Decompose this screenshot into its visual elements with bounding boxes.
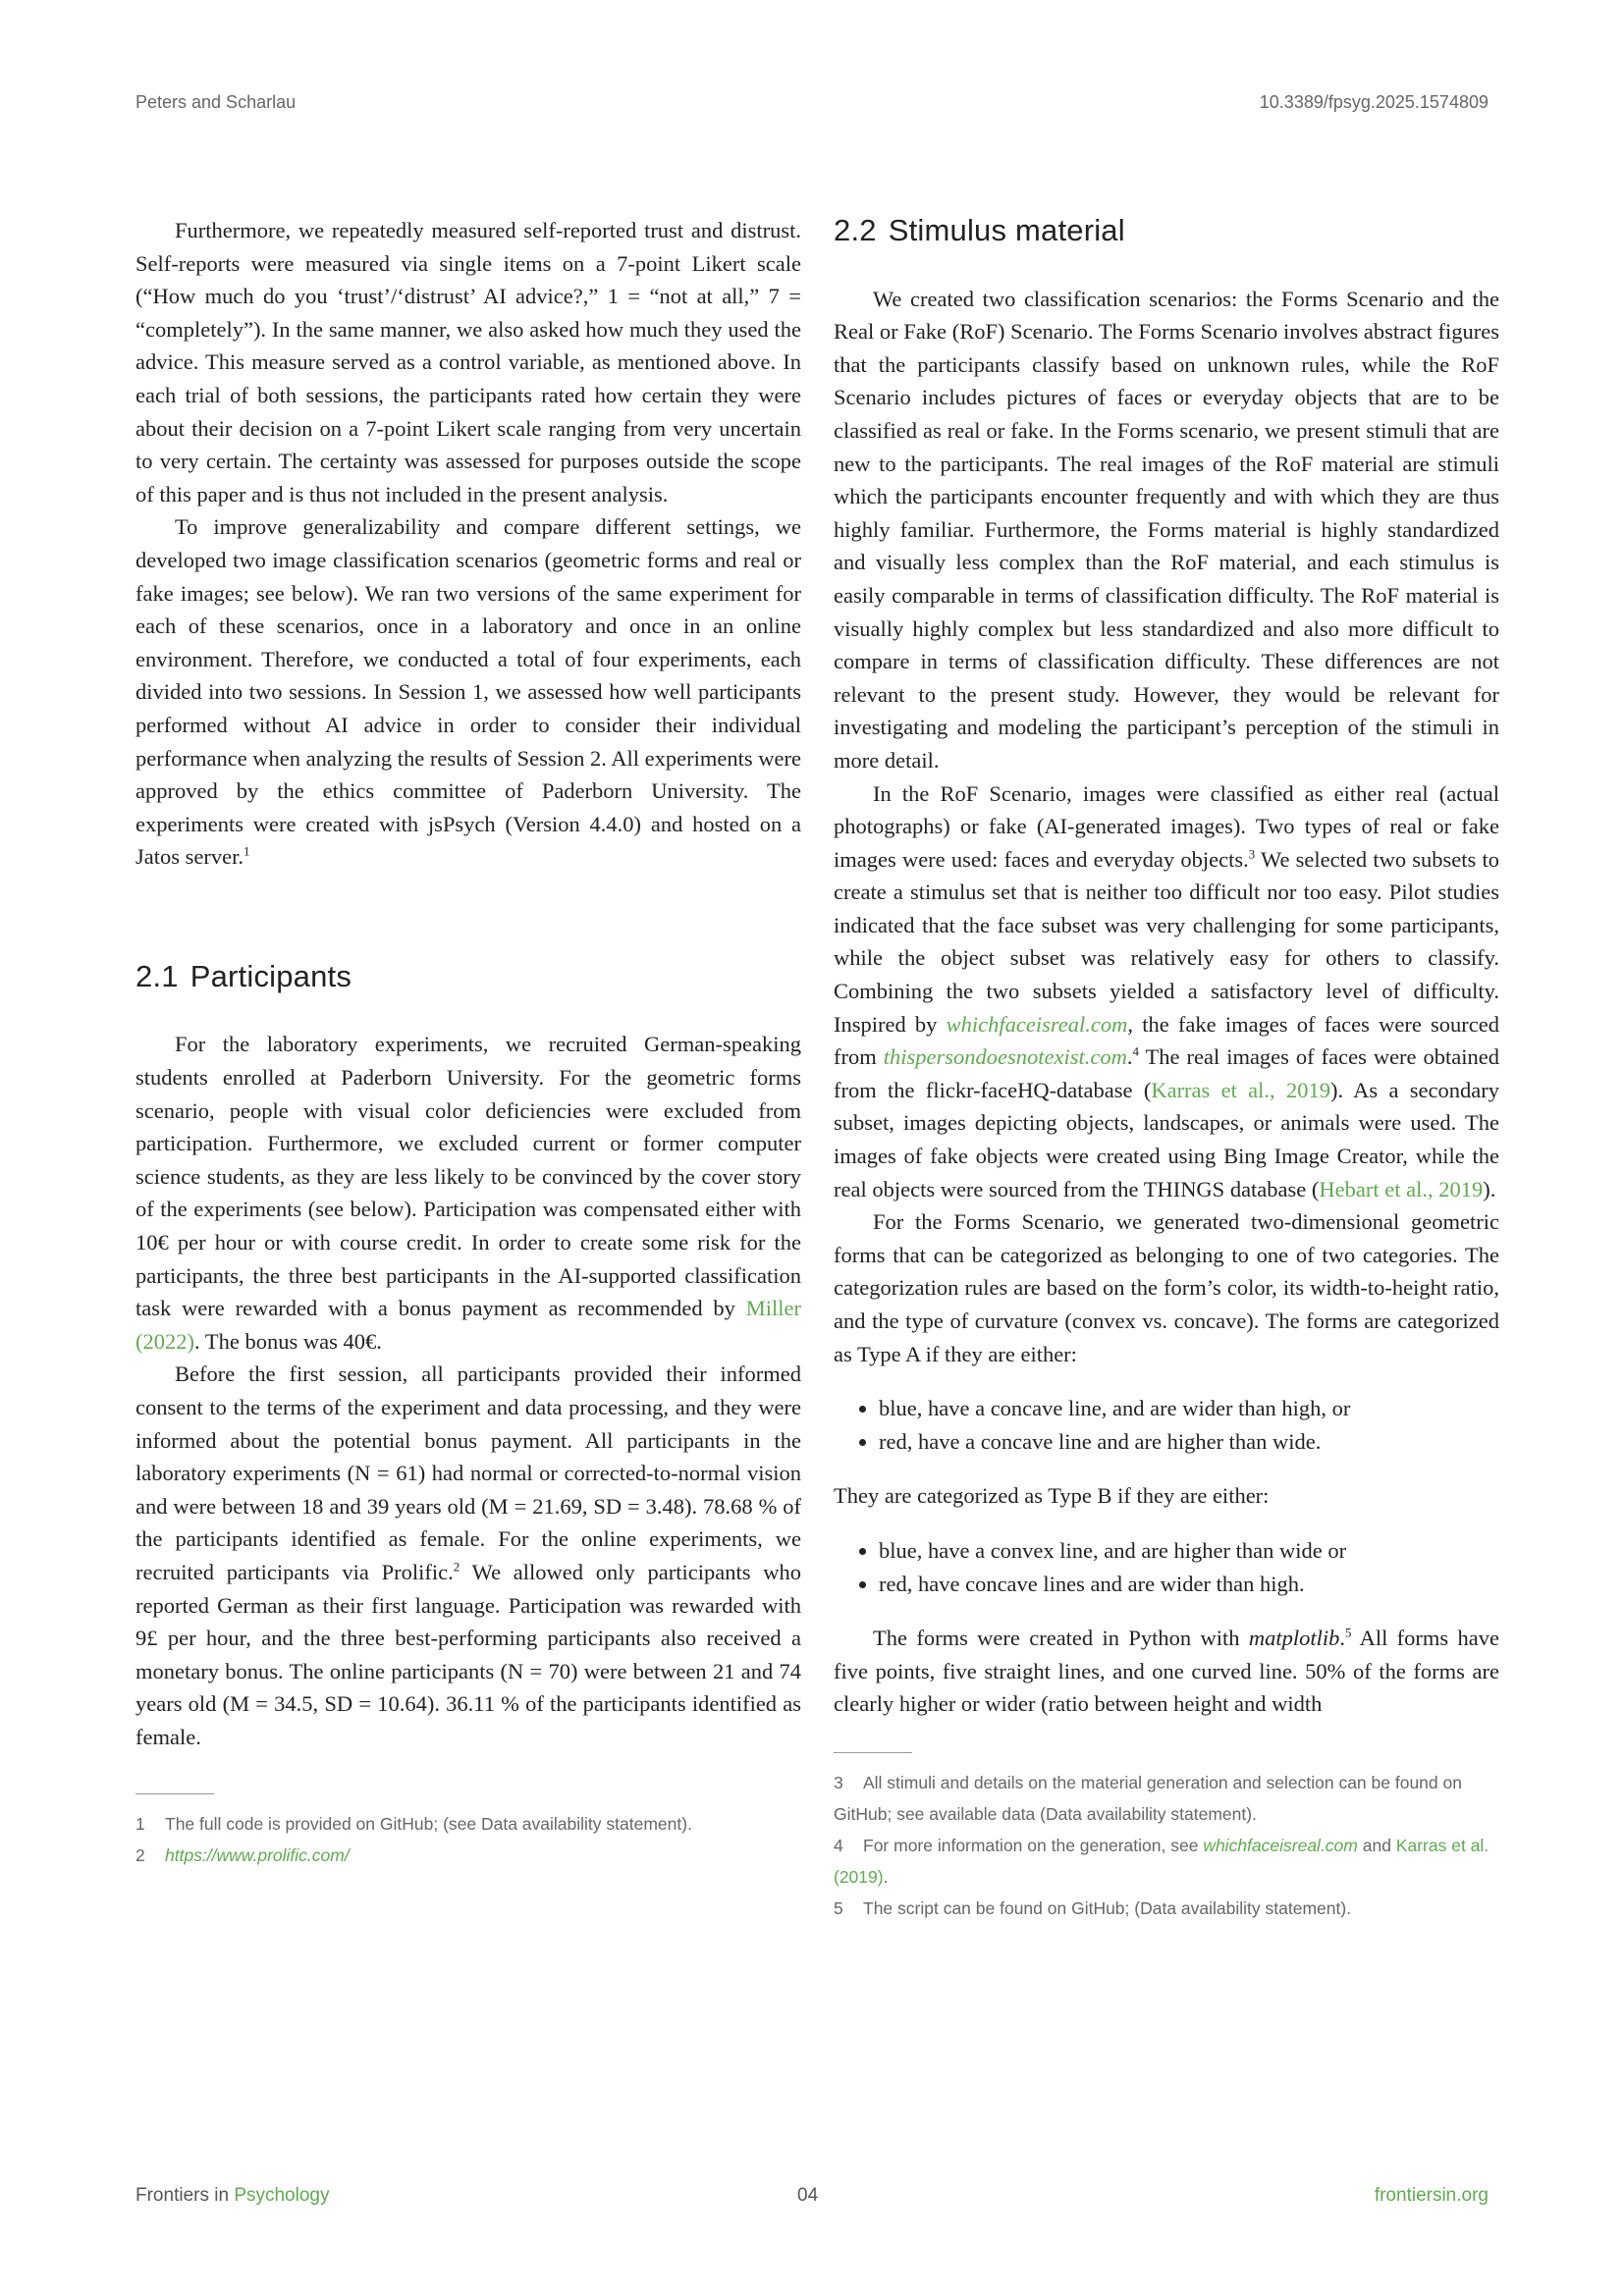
journal-name-link[interactable]: Psychology [234,2185,330,2206]
footnote-ref-3[interactable]: 3 [1248,846,1256,862]
right-column [834,214,1499,1924]
type-b-rules-list [834,1534,1499,1600]
citation-karras-2019[interactable]: Karras et al., 2019 [1151,1077,1330,1102]
citation-karras-2019-footnote[interactable]: Karras et al. (2019) [834,1835,1489,1887]
footnote-ref-5[interactable]: 5 [1344,1625,1352,1640]
paragraph-forms-creation: The forms were created in Python with matplotlib.$^5$ All forms have five points, five straight lines, and one curved line. 50% of the forms are clearly higher or wider (ratio between height and width [834,1625,1499,1717]
list-item: • blue, have a concave line, and are wider than high, or [879,1392,1499,1425]
section-heading-participants: 2.1 Participants [135,958,352,993]
paragraph-rof-scenario: In the RoF Scenario, images were classified as either real (actual photographs) or fake (AI-generated images). Two types of real or fake images were used: faces and everyday objects.$^3$ We selected two subsets to create a stimulus set that is neither too difficult nor too easy. Pilot studies indicated that the face subset was very challenging for some participants, while the object subset was relatively easy for others to classify. Combining the two subsets yielded a satisfactory level of difficulty. Inspired by whichfaceisreal.com, the fake images of faces were sourced from thispersondoesnotexist.com.$^4$ The real images of faces were obtained from the flickr-faceHQ-database (Karras et al., 2019). As a secondary subset, images depicting objects, landscapes, or animals were used. The images of fake objects were created using Bing Image Creator, while the real objects were sourced from the THINGS database (Hebart et al., 2019). [834,780,1499,1201]
footnote-ref-2[interactable]: 2 [453,1559,460,1575]
list-item: • blue, have a convex line, and are higher than wide or [879,1534,1499,1568]
citation-miller-2022[interactable]: Miller (2022) [135,1296,802,1354]
footnote-2: 2 https://www.prolific.com/ [135,1844,350,1865]
list-item: • red, have a concave line and are higher than wide. [879,1425,1499,1459]
whichfaceisreal-footnote-link[interactable]: whichfaceisreal.com [1203,1835,1358,1855]
footer-journal: Frontiers in Psychology [135,2185,330,2206]
paragraph-forms-scenario: For the Forms Scenario, we generated two-dimensional geometric forms that can be categorized as belonging to one of two categories. The categorization rules are based on the form’s color, its width-to-height ratio, and the type of curvature (convex vs. concave). The forms are categorized as Type A if they are either: [834,1209,1499,1366]
list-item: • red, have concave lines and are wider than high. [879,1568,1499,1601]
footnote-5: 5 The script can be found on GitHub; (Data availability statement). [834,1897,1352,1918]
footnote-3: 3 All stimuli and details on the material generation and selection can be found on GitHub; see available data (Data availability statement). [834,1772,1462,1824]
paragraph-type-b-intro: They are categorized as Type B if they are either: [834,1483,1270,1509]
paragraph-trust-measures: Furthermore, we repeatedly measured self-reported trust and distrust. Self-reports were measured via single items on a 7-point Likert scale (“How much do you ‘trust’/‘distrust’ AI advice?,” 1 = “not at all,” 7 = “completely”). In the same manner, we also asked how much they used the advice. This measure served as a control variable, as mentioned above. In each trial of both sessions, the participants rated how certain they were about their decision on a 7-point Likert scale ranging from very uncertain to very certain. The certainty was assessed for purposes outside the scope of this paper and is thus not included in the present analysis. [135,218,801,507]
footnote-4: 4 For more information on the generation, see whichfaceisreal.com and Karras et al. (2019). [834,1835,1489,1887]
left-column [135,214,801,1871]
footnote-ref-1[interactable]: 1 [243,843,250,859]
page-number: 04 [797,2185,819,2206]
paragraph-generalizability: To improve generalizability and compare different settings, we developed two image classification scenarios (geometric forms and real or fake images; see below). We ran two versions of the same experiment for each of these scenarios, once in a laboratory and once in an online environment. Therefore, we conducted a total of four experiments, each divided into two sessions. In Session 1, we assessed how well participants performed without AI advice in order to consider their individual performance when analyzing the results of Session 2. All experiments were approved by the ethics committee of Paderborn University. The experiments were created with jsPsych (Version 4.4.0) and hosted on a Jatos server.$^1$ [135,514,801,870]
whichfaceisreal-link[interactable]: whichfaceisreal.com [946,1011,1128,1037]
running-header-doi: 10.3389/fpsyg.2025.1574809 [1259,92,1489,112]
footnote-ref-4[interactable]: 4 [1132,1043,1139,1059]
footnote-divider [135,1793,214,1794]
type-a-rules-list [834,1392,1499,1458]
footnote-divider [834,1752,912,1753]
footnote-1: 1 The full code is provided on GitHub; (see Data availability statement). [135,1813,692,1834]
frontiersin-link[interactable]: frontiersin.org [1374,2185,1489,2206]
paragraph-consent-demographics: Before the first session, all participants provided their informed consent to the terms of the experiment and data processing, and they were informed about the potential bonus payment. All participants in the laboratory experiments (N = 61) had normal or corrected-to-normal vision and were between 18 and 39 years old (M = 21.69, SD = 3.48). 78.68 % of the participants identified as female. For the online experiments, we recruited participants via Prolific.$^2$ We allowed only participants who reported German as their first language. Participation was rewarded with 9£ per hour, and the three best-performing participants also received a monetary bonus. The online participants (N = 70) were between 21 and 74 years old (M = 34.5, SD = 10.64). 36.11 % of the participants identified as female. [135,1362,802,1749]
thispersondoesnotexist-link[interactable]: thispersondoesnotexist.com [883,1044,1127,1070]
citation-hebart-2019[interactable]: Hebart et al., 2019 [1319,1176,1484,1201]
section-heading-stimulus-material: 2.2 Stimulus material [834,213,1125,247]
running-header-authors: Peters and Scharlau [135,92,297,112]
prolific-link[interactable]: https://www.prolific.com/ [165,1844,350,1865]
paragraph-lab-recruitment: For the laboratory experiments, we recruited German-speaking students enrolled at Paderborn University. For the geometric forms scenario, people with visual color deficiencies were excluded from participation. Furthermore, we excluded current or former computer science students, as they are less likely to be convinced by the cover story of the experiments (see below). Participation was compensated either with 10€ per hour or with course credit. In order to create some risk for the participants, the three best participants in the AI-supported classification task were rewarded with a bonus payment as recommended by Miller (2022). The bonus was 40€. [135,1032,802,1354]
paragraph-scenarios: We created two classification scenarios: the Forms Scenario and the Real or Fake (RoF) Scenario. The Forms Scenario involves abstract figures that the participants classify based on unknown rules, while the RoF Scenario includes pictures of faces or everyday objects that are to be classified as real or fake. In the Forms scenario, we present stimuli that are new to the participants. The real images of the RoF material are stimuli which the participants encounter frequently and with which they are thus highly familiar. Furthermore, the Forms material is highly standardized and visually less complex than the RoF material, and each stimulus is easily comparable in terms of classification difficulty. The RoF material is visually highly complex but less standardized and also more difficult to compare in terms of classification difficulty. These differences are not relevant to the present study. However, they would be relevant for investigating and modeling the participant’s perception of the stimuli in more detail. [834,286,1499,773]
